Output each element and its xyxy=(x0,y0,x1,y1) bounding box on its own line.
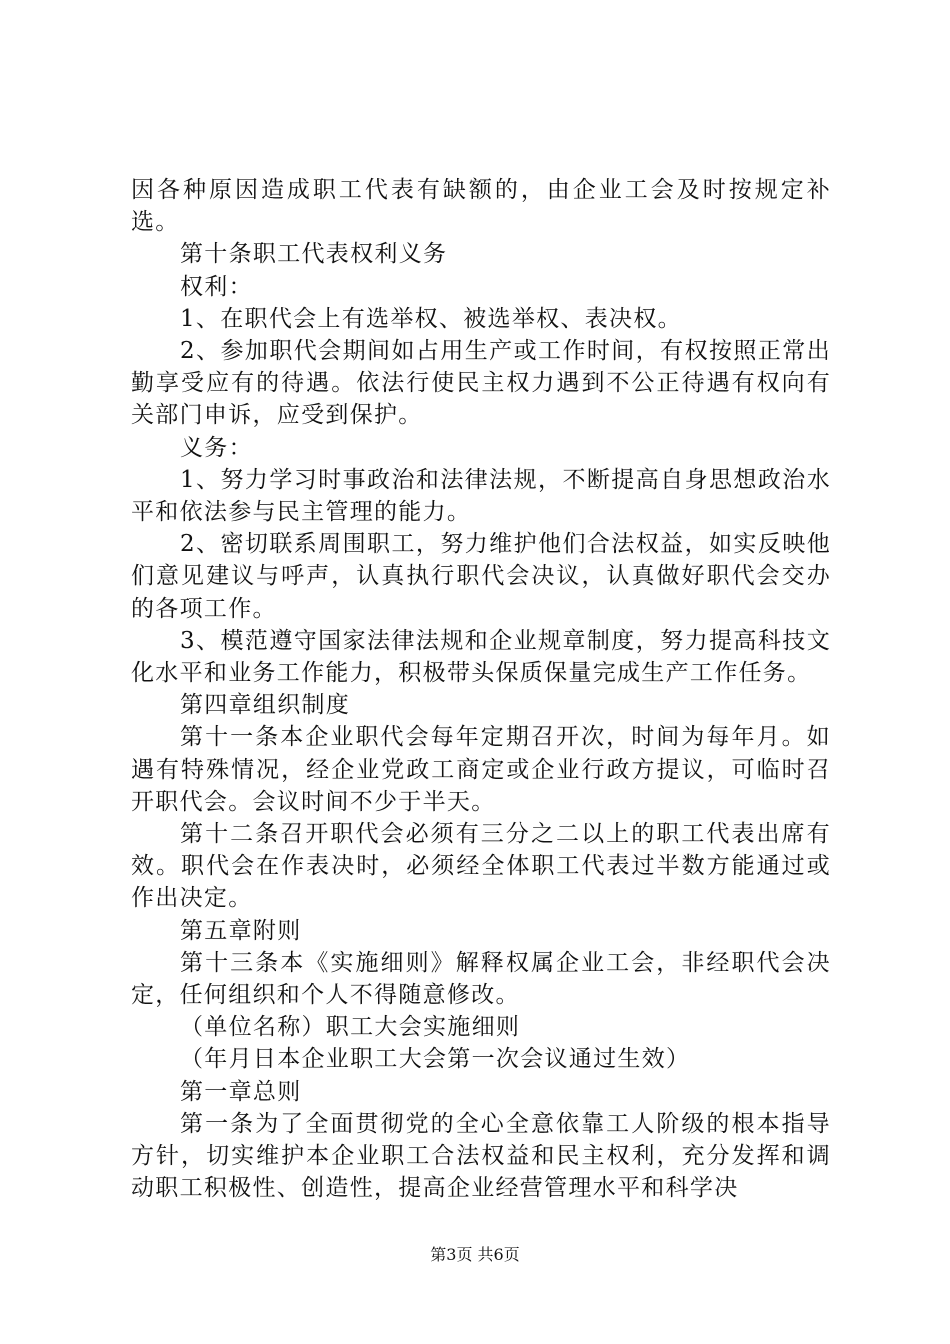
paragraph: （单位名称）职工大会实施细则 xyxy=(180,1014,521,1041)
paragraph: 2、参加职代会期间如占用生产或工作时间，有权按照正常出勤享受应有的待遇。依法行使民主权力遇到不公正待遇有权向有关部门申诉，应受到保护。 xyxy=(131,338,831,429)
page-footer: 第3页 共6页 xyxy=(430,1245,520,1264)
paragraph: 1、在职代会上有选举权、被选举权、表决权。 xyxy=(180,305,682,332)
paragraph: 权利： xyxy=(180,273,253,300)
paragraph: 第十一条本企业职代会每年定期召开次，时间为每年月。如遇有特殊情况，经企业党政工商定或企业行政方提议，可临时召开职代会。会议时间不少于半天。 xyxy=(131,724,831,815)
paragraph: （年月日本企业职工大会第一次会议通过生效） xyxy=(180,1046,691,1073)
paragraph: 3、模范遵守国家法律法规和企业规章制度，努力提高科技文化水平和业务工作能力，积极带头保质保量完成生产工作任务。 xyxy=(131,627,831,687)
paragraph: 第五章附则 xyxy=(180,917,302,944)
paragraph: 1、努力学习时事政治和法律法规，不断提高自身思想政治水平和依法参与民主管理的能力。 xyxy=(131,466,831,526)
paragraph: 第十二条召开职代会必须有三分之二以上的职工代表出席有效。职代会在作表决时，必须经全体职工代表过半数方能通过或作出决定。 xyxy=(131,821,831,912)
document-body xyxy=(131,174,831,1205)
paragraph: 因各种原因造成职工代表有缺额的，由企业工会及时按规定补选。 xyxy=(131,177,831,236)
paragraph: 第十三条本《实施细则》解释权属企业工会，非经职代会决定，任何组织和个人不得随意修改。 xyxy=(131,949,831,1009)
paragraph: 第四章组织制度 xyxy=(180,692,351,719)
paragraph: 第一章总则 xyxy=(180,1078,302,1105)
paragraph: 第一条为了全面贯彻党的全心全意依靠工人阶级的根本指导方针，切实维护本企业职工合法权益和民主权利，充分发挥和调动职工积极性、创造性，提高企业经营管理水平和科学决 xyxy=(131,1110,831,1202)
paragraph: 2、密切联系周围职工，努力维护他们合法权益，如实反映他们意见建议与呼声，认真执行职代会决议，认真做好职代会交办的各项工作。 xyxy=(131,531,831,622)
paragraph: 第十条职工代表权利义务 xyxy=(180,241,448,268)
paragraph: 义务： xyxy=(180,434,253,461)
